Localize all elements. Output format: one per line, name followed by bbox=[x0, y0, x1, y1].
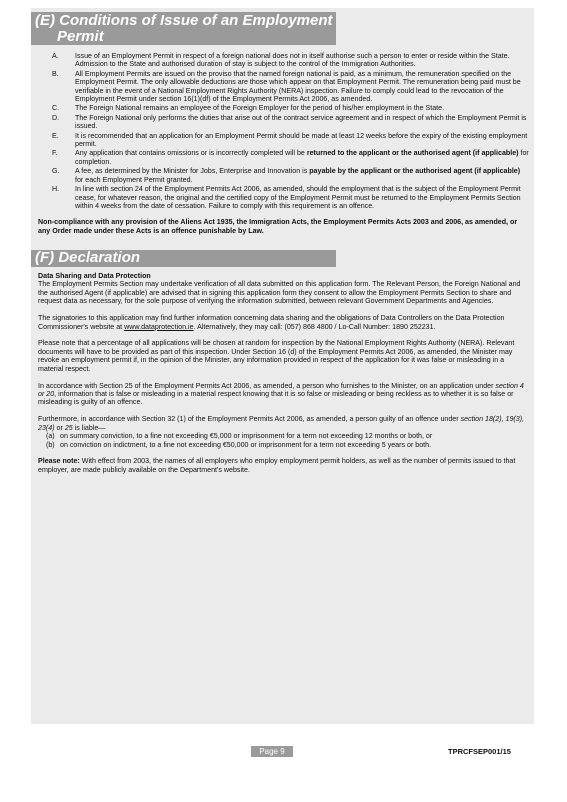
condition-text-end: for each Employment Permit granted. bbox=[75, 175, 193, 184]
condition-item bbox=[52, 185, 530, 210]
inspection-paragraph: Please note that a percentage of all applications will be chosen at random for inspection by the National Employment Rights Authority (NERA). Relevant documents will have to be provided as part of this inspection. Under Section 16 (d) of the Employment Permits Act 2006, as amended, the Minister may revoke an employment permit if, in the opinion of the Minister, any information provided in respect of the application for it was false or misleading in a material respect. bbox=[38, 339, 515, 373]
conditions-list bbox=[52, 52, 530, 211]
condition-emphasis: returned to the applicant or the authorised agent (if applicable) bbox=[306, 149, 519, 158]
declaration-body bbox=[38, 272, 528, 483]
condition-text: All Employment Permits are issued on the proviso that the named foreign national is paid, as a minimum, the remuneration specified on the Employment Permit. The only allowable deductions are those which appear on that Employment Permit. The remuneration being paid must be verifiable in the event of a National Employment Rights Authority (NERA) inspection. Failure to comply could lead to the revocation of the Employment Permit under section 16(1)(df) of the Employment Permits Act 2006, as amended. bbox=[75, 69, 521, 104]
false-info-text: In accordance with Section 25 of the Employment Permits Act 2006, as amended, a person who furnishes to the Minister, on an application under bbox=[38, 381, 496, 390]
offence-or: or bbox=[54, 423, 65, 432]
condition-letter: E. bbox=[52, 131, 59, 140]
condition-letter: C. bbox=[52, 104, 60, 113]
penalty-text: on summary conviction, to a fine not exceeding €5,000 or imprisonment for a term not exceeding 12 months or both, or bbox=[60, 432, 433, 441]
section-f-heading: (F) Declaration bbox=[31, 250, 336, 267]
penalty-item bbox=[38, 441, 528, 449]
data-protection-text: The signatories to this application may find further information concerning data sharing and the obligations of Data Controllers on the Data Protection Commissioner's website at bbox=[38, 314, 505, 331]
note-text: With effect from 2003, the names of all employers who employ employment permit holders, as well as the number of permits issued to that employer, are made publicly available on the Department's website. bbox=[38, 457, 516, 474]
condition-letter: F. bbox=[52, 149, 58, 158]
condition-text: Issue of an Employment Permit in respect of a foreign national does not in itself authorise such a person to enter or reside within the State. Admission to the State and authorised duration of stay is subject to the control of the Immigration Authorities. bbox=[75, 52, 510, 69]
condition-item bbox=[52, 114, 530, 131]
offence-liable: is liable— bbox=[72, 423, 106, 432]
penalty-letter: (b) bbox=[46, 440, 55, 449]
section-e-heading bbox=[31, 12, 336, 45]
condition-text: Any application that contains omissions or is incorrectly completed will be bbox=[75, 149, 307, 158]
data-protection-subheading: Data Sharing and Data Protection bbox=[38, 272, 151, 280]
false-information-paragraph bbox=[38, 382, 528, 407]
penalties-list bbox=[38, 432, 528, 449]
condition-item bbox=[52, 132, 530, 149]
condition-letter: D. bbox=[52, 113, 60, 122]
condition-letter: H. bbox=[52, 185, 60, 194]
page-number: Page 9 bbox=[251, 746, 293, 757]
condition-letter: A. bbox=[52, 52, 59, 60]
offence-section-refs: section 18(2), 19(3), 23(4) bbox=[38, 415, 525, 432]
condition-text: The Foreign National remains an employee of the Foreign Employer for the period of his/her employment in the State. bbox=[75, 104, 445, 113]
data-sharing-paragraph: The Employment Permits Section may undertake verification of all data submitted on this application form. The Relevant Person, the Foreign National and the authorised Agent (if applicable) are advised that in signing this application form they consent to allow the Employment Permits Section to share and request data as necessary, for the sole purpose of verifying the information submitted, between relevant Government Departments and Agencies. bbox=[38, 280, 521, 306]
false-info-section-ref: section 4 or 20 bbox=[38, 381, 524, 398]
condition-item bbox=[52, 52, 530, 69]
condition-text-end: for completion. bbox=[75, 149, 529, 166]
false-info-text-end: , information that is false or misleading in a material respect knowing that it is so false or misleading or being reckless as to whether it is so false or misleading is guilty of an offence. bbox=[38, 389, 514, 407]
penalty-text: on conviction on indictment, to a fine not exceeding €50,000 or imprisonment for a term not exceeding 5 years or both. bbox=[60, 440, 432, 449]
note-label: Please note: bbox=[38, 457, 80, 466]
data-protection-paragraph bbox=[38, 314, 528, 331]
penalty-item bbox=[38, 432, 528, 440]
condition-letter: B. bbox=[52, 69, 59, 78]
offence-text: Furthermore, in accordance with Section 32 (1) of the Employment Permits Act 2006, as amended, a person guilty of an offence under bbox=[38, 415, 461, 424]
form-reference: TPRCFSEP001/15 bbox=[448, 747, 511, 756]
section-e-heading-line1: (E) Conditions of Issue of an Employment bbox=[35, 12, 333, 29]
section-e-heading-line2: Permit bbox=[57, 28, 104, 45]
condition-text: A fee, as determined by the Minister for Jobs, Enterprise and Innovation is bbox=[75, 167, 310, 176]
condition-item bbox=[52, 167, 530, 184]
condition-text: In line with section 24 of the Employment Permits Act 2006, as amended, should the employment that is the subject of the Employment Permit cease, for whatever reason, the original and the certified copy of the Employment Permit must be returned to the Employment Permits Section within 4 weeks from the date of cessation. Failure to comply with this requirement is an offence. bbox=[75, 185, 521, 210]
data-protection-contact: . Alternatively, they may call: (057) 868 4800 / Lo-Call Number: 1890 252231. bbox=[193, 322, 436, 331]
condition-text: The Foreign National only performs the duties that arise out of the contract service agreement and in respect of which the Employment Permit is issued. bbox=[75, 113, 527, 131]
offence-section-ref: 25 bbox=[64, 423, 73, 432]
dataprotection-link[interactable]: www.dataprotection.ie bbox=[124, 322, 194, 331]
noncompliance-notice: Non-compliance with any provision of the Aliens Act 1935, the Immigration Acts, the Employment Permits Acts 2003 and 2006, as amended, or any Order made under these Acts is an offence punishable by Law. bbox=[38, 218, 518, 235]
condition-item bbox=[52, 149, 530, 166]
publication-note bbox=[38, 457, 528, 474]
condition-emphasis: payable by the applicant or the authorised agent (if applicable) bbox=[309, 167, 521, 176]
penalty-letter: (a) bbox=[46, 432, 55, 441]
condition-text: It is recommended that an application for an Employment Permit should be made at least 12 weeks before the expiry of the existing employment permit. bbox=[75, 131, 528, 149]
condition-letter: G. bbox=[52, 167, 60, 176]
condition-item bbox=[52, 104, 530, 112]
condition-item bbox=[52, 70, 530, 104]
offence-paragraph bbox=[38, 415, 528, 432]
